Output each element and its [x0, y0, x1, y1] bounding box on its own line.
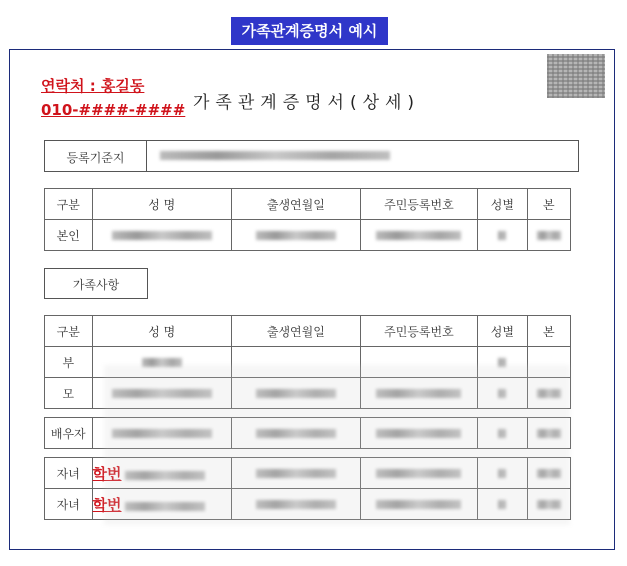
- header-birth: 출생연월일: [231, 316, 360, 347]
- header-gender: 성별: [478, 189, 528, 220]
- row-label: 배우자: [45, 418, 93, 449]
- header-gubun: 구분: [45, 189, 93, 220]
- redacted-value: [376, 231, 461, 240]
- header-gender: 성별: [478, 316, 528, 347]
- contact-phone: 010-####-####: [41, 101, 186, 119]
- redacted-value: [537, 231, 561, 240]
- document-title: 가족관계증명서(상세): [193, 93, 421, 113]
- family-section-label: 가족사항: [72, 278, 120, 292]
- header-origin: 본: [527, 316, 570, 347]
- header-gubun: 구분: [45, 316, 93, 347]
- self-table: [44, 188, 571, 251]
- header-rrn: 주민등록번호: [360, 316, 477, 347]
- row-label: 부: [45, 347, 93, 378]
- registry-label: 등록기준지: [66, 151, 125, 165]
- header-origin: 본: [527, 189, 570, 220]
- redacted-value: [256, 231, 336, 240]
- student-id-mark: 학번: [92, 464, 122, 483]
- row-label: 자녀: [45, 489, 93, 520]
- registry-value-redacted: [160, 151, 390, 160]
- self-label: 본인: [45, 220, 93, 251]
- header-rrn: 주민등록번호: [360, 189, 477, 220]
- redaction-overlay: [104, 365, 570, 525]
- redacted-value: [112, 231, 212, 240]
- redacted-value: [498, 231, 506, 240]
- header-name: 성 명: [92, 189, 231, 220]
- row-label: 자녀: [45, 458, 93, 489]
- header-birth: 출생연월일: [231, 189, 360, 220]
- student-id-mark: 학번: [92, 495, 122, 514]
- qr-code-icon: [547, 54, 605, 98]
- page-title-badge: 가족관계증명서 예시: [231, 17, 388, 45]
- header-name: 성 명: [92, 316, 231, 347]
- row-label: 모: [45, 378, 93, 409]
- contact-name: 연락처 : 홍길동: [41, 77, 145, 95]
